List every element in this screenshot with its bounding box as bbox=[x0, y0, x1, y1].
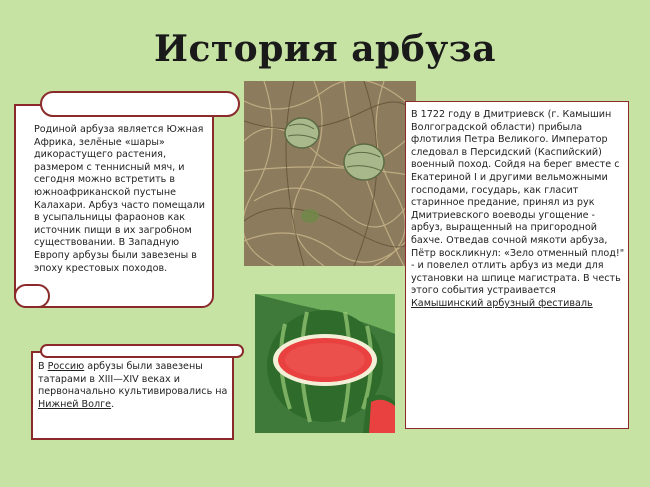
russia-prefix: В bbox=[38, 361, 48, 372]
peter-history-body: В 1722 году в Дмитриевск (г. Камышин Волгоградской области) прибыла флотилия Петра Великого. Император следовал в Персидский (Каспийский) военный поход. Сойдя на берег вместе с Екатериной I и другими вельможными господами, государь, как гласит старинное предание, принял из рук Дмитриевского воеводы угощение - арбуз, выращенный на пригородной бахче. Отведав сочной мякоти арбуза, Пётр воскликнул: «Зело отменный плод!" - и повелел отлить арбуз из меди для установки на шпице магистрата. В честь этого события устраивается bbox=[411, 109, 625, 297]
russia-suffix: . bbox=[111, 398, 115, 410]
page-title: История арбуза bbox=[153, 28, 497, 70]
lower-volga-link[interactable]: Нижней Волге bbox=[38, 398, 112, 410]
cut-watermelon-photo bbox=[255, 294, 395, 433]
origin-text: Родиной арбуза является Южная Африка, зелёные «шары» дикорастущего растения, размером с теннисный мяч, и сегодня можно встретить в южноафриканской пустыне Калахари. Арбуз часто помещали в усыпальницы фараонов как источник пищи в их загробном существовании. В Западную Европу арбузы были завезены в эпоху крестовых походов. bbox=[34, 124, 205, 274]
russia-text bbox=[38, 361, 228, 411]
scroll-top-curl bbox=[40, 344, 244, 358]
peter-history-text bbox=[411, 109, 625, 311]
russia-middle: арбузы были завезены татарами в XIII—XIV веках и первоначально культивировались на bbox=[38, 361, 228, 398]
scroll-top-curl bbox=[40, 91, 240, 117]
scroll-bottom-curl bbox=[14, 284, 50, 308]
festival-link[interactable]: Камышинский арбузный фестиваль bbox=[411, 297, 593, 309]
russia-link[interactable]: Россию bbox=[47, 361, 85, 372]
wild-watermelon-photo bbox=[244, 81, 416, 266]
